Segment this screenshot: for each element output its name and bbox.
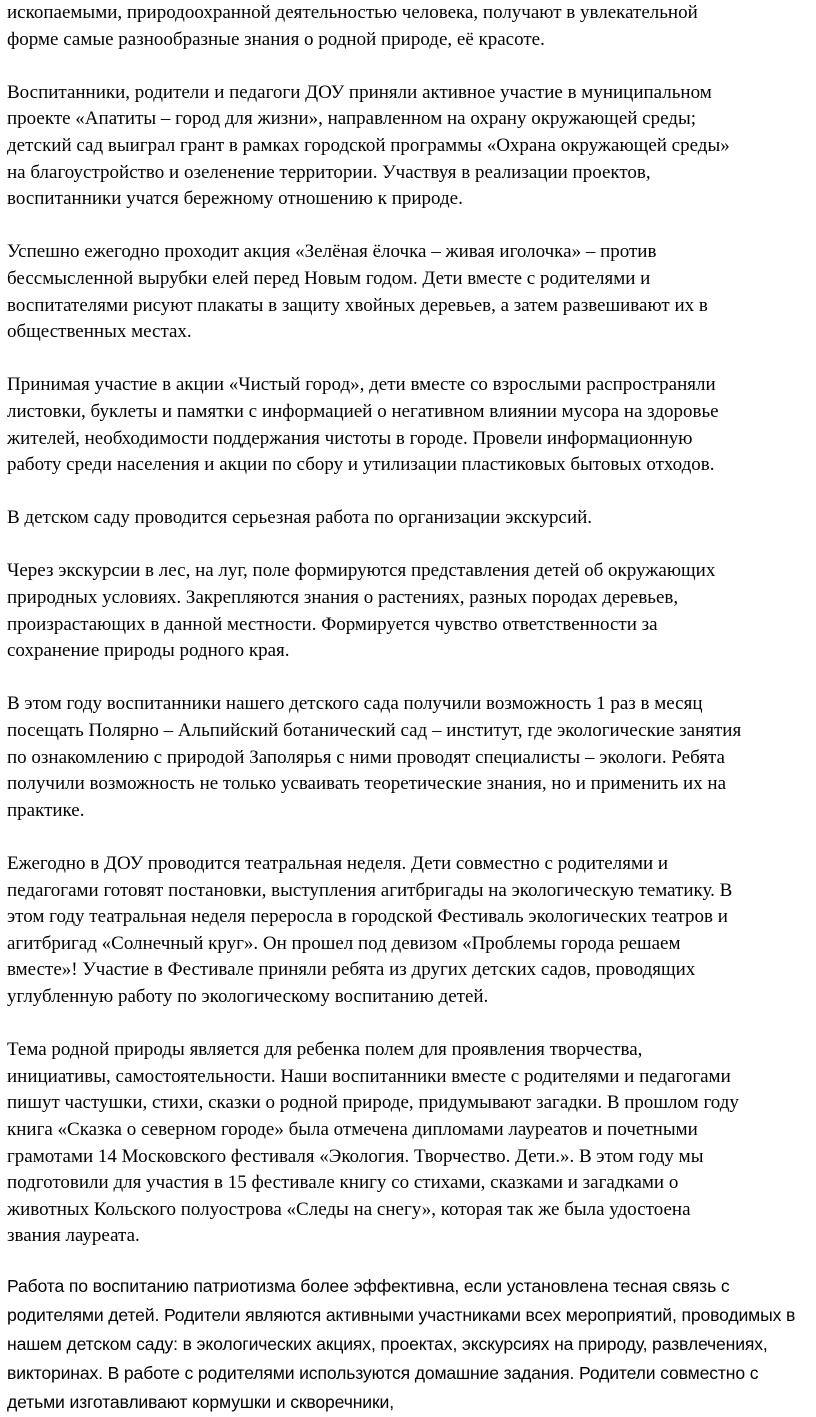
- text-line: Успешно ежегодно проходит акция «Зелёная ёлочка – живая иголочка» – против: [7, 241, 657, 263]
- text-line: форме самые разнообразные знания о родной природе, её красоте.: [7, 28, 545, 50]
- text-line: по ознакомлению с природой Заполярья с ними проводят специалисты – экологи. Ребята: [7, 746, 725, 768]
- text-line: Работа по воспитанию патриотизма более эффективна, если установлена тесная связь с: [7, 1275, 730, 1296]
- text-line: книга «Сказка о северном городе» была отмечена дипломами лауреатов и почетными: [7, 1118, 698, 1140]
- text-line: Через экскурсии в лес, на луг, поле формируются представления детей об окружающих: [7, 560, 716, 582]
- text-line: детский сад выиграл грант в рамках городской программы «Охрана окружающей среды»: [7, 134, 730, 156]
- paragraph-theatre-week: [7, 851, 812, 1011]
- text-line: посещать Полярно – Альпийский ботанический сад – институт, где экологические занятия: [7, 720, 742, 742]
- text-line: пишут частушки, стихи, сказки о родной природе, придумывают загадки. В прошлом году: [7, 1092, 739, 1114]
- text-line: сохранение природы родного края.: [7, 640, 290, 662]
- text-line: работу среди населения и акции по сбору и утилизации пластиковых бытовых отходов.: [7, 454, 715, 476]
- text-line: Принимая участие в акции «Чистый город», дети вместе со взрослыми распространяли: [7, 374, 716, 396]
- document-page: [7, 0, 812, 1417]
- paragraph-clean-city-campaign: [7, 372, 812, 478]
- paragraph-green-tree-campaign: [7, 239, 812, 345]
- text-line: В детском саду проводится серьезная работа по организации экскурсий.: [7, 507, 593, 529]
- text-line: животных Кольского полуострова «Следы на снегу», которая так же была удостоена: [7, 1198, 691, 1220]
- text-line: получили возможность не только усваивать теоретические знания, но и применить их на: [7, 773, 727, 795]
- text-line: викторинах. В работе с родителями используются домашние задания. Родители совместно с: [7, 1362, 759, 1383]
- text-line: грамотами 14 Московского фестиваля «Экология. Творчество. Дети.». В этом году мы: [7, 1145, 704, 1167]
- text-line: ископаемыми, природоохранной деятельностью человека, получают в увлекательной: [7, 2, 698, 23]
- paragraph-municipal-project: [7, 80, 812, 213]
- text-line: природных условиях. Закрепляются знания о растениях, разных породах деревьев,: [7, 587, 679, 609]
- text-line: инициативы, самостоятельности. Наши воспитанники вместе с родителями и педагогами: [7, 1065, 731, 1087]
- text-line: Ежегодно в ДОУ проводится театральная неделя. Дети совместно с родителями и: [7, 853, 669, 874]
- text-line: нашем детском саду: в экологических акциях, проектах, экскурсиях на природу, развлечениях,: [7, 1333, 768, 1354]
- paragraph-botanical-garden: [7, 691, 812, 824]
- text-line: жителей, необходимости поддержания чистоты в городе. Провели информационную: [7, 427, 693, 449]
- paragraph-excursions-details: [7, 558, 812, 664]
- text-line: родителями детей. Родители являются активными участниками всех мероприятий, проводимых в: [7, 1304, 796, 1325]
- text-line: проекте «Апатиты – город для жизни», направленном на охрану окружающей среды;: [7, 108, 696, 130]
- text-line: листовки, буклеты и памятки с информацией о негативном влиянии мусора на здоровье: [7, 400, 719, 422]
- paragraph-patriotism-parents: [7, 1272, 812, 1417]
- text-line: произрастающих в данной местности. Формируется чувство ответственности за: [7, 613, 658, 635]
- text-line: вместе»! Участие в Фестивале приняли ребята из других детских садов, проводящих: [7, 959, 696, 981]
- text-line: звания лауреата.: [7, 1225, 140, 1247]
- paragraph-nature-knowledge: [7, 0, 812, 53]
- text-line: практике.: [7, 799, 85, 821]
- paragraph-native-nature-creativity: [7, 1037, 812, 1250]
- text-line: этом году театральная неделя переросла в городской Фестиваль экологических театров и: [7, 906, 728, 928]
- text-line: Воспитанники, родители и педагоги ДОУ приняли активное участие в муниципальном: [7, 81, 712, 103]
- text-line: на благоустройство и озеленение территории. Участвуя в реализации проектов,: [7, 161, 651, 183]
- text-line: подготовили для участия в 15 фестивале книгу со стихами, сказками и загадками о: [7, 1172, 679, 1194]
- text-line: воспитанники учатся бережному отношению к природе.: [7, 188, 463, 210]
- text-line: общественных местах.: [7, 321, 192, 343]
- text-line: педагогами готовят постановки, выступления агитбригады на экологическую тематику. В: [7, 879, 733, 901]
- paragraph-excursions-intro: [7, 505, 812, 532]
- text-line: Тема родной природы является для ребенка полем для проявления творчества,: [7, 1039, 643, 1061]
- text-line: детьми изготавливают кормушки и скворечники,: [7, 1391, 394, 1412]
- text-line: В этом году воспитанники нашего детского сада получили возможность 1 раз в месяц: [7, 693, 703, 715]
- text-line: воспитателями рисуют плакаты в защиту хвойных деревьев, а затем развешивают их в: [7, 294, 708, 316]
- text-line: углубленную работу по экологическому воспитанию детей.: [7, 985, 489, 1007]
- text-line: бессмысленной вырубки елей перед Новым годом. Дети вместе с родителями и: [7, 267, 651, 289]
- text-line: агитбригад «Солнечный круг». Он прошел под девизом «Проблемы города решаем: [7, 932, 681, 954]
